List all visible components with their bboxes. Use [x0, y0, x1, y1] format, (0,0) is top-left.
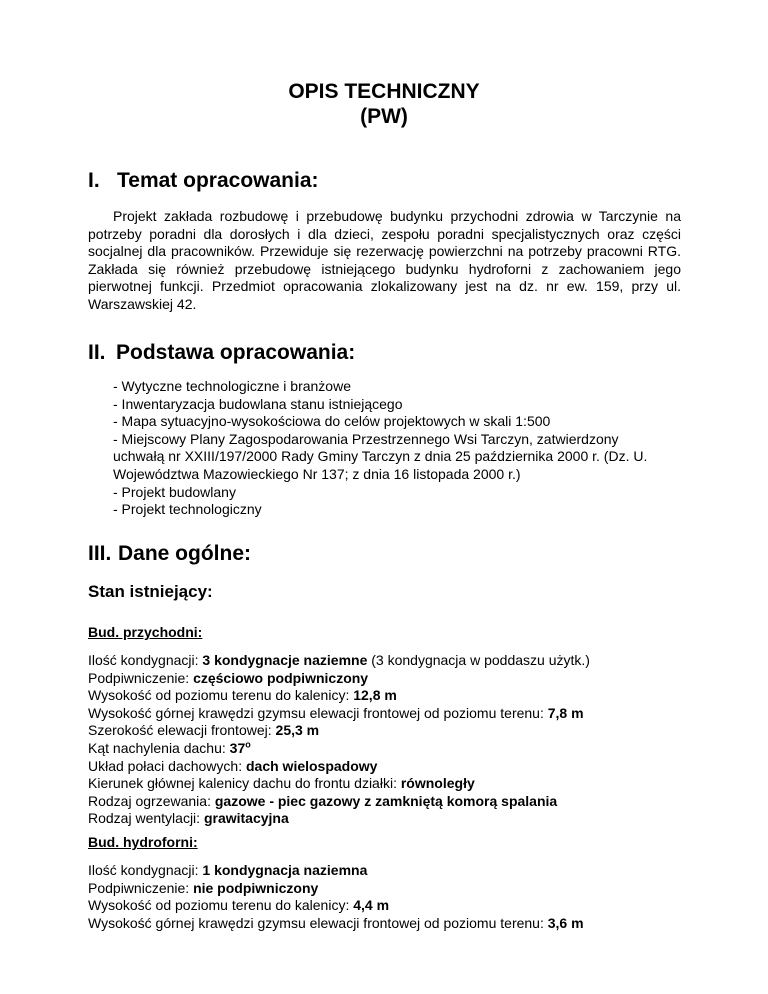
list-item: - Inwentaryzacja budowlana stanu istniejącego — [113, 395, 403, 412]
building-1-heading: Bud. przychodni: — [88, 624, 203, 640]
fact-row: Szerokość elewacji frontowej: 25,3 m — [88, 722, 320, 739]
fact-row: Ilość kondygnacji: 3 kondygnacje naziemne (3 kondygnacja w poddaszu użytk.) — [88, 652, 590, 668]
section-3-number: III. — [88, 542, 112, 565]
fact-row: Podpiwniczenie: częściowo podpiwniczony — [88, 669, 369, 686]
fact-row: Wysokość górnej krawędzi gzymsu elewacji frontowej od poziomu terenu: 7,8 m — [88, 704, 584, 721]
fact-row: Podpiwniczenie: nie podpiwniczony — [88, 879, 319, 896]
fact-row: Rodzaj wentylacji: grawitacyjna — [88, 810, 289, 827]
existing-state-heading: Stan istniejący: — [88, 582, 213, 601]
section-1-heading — [88, 169, 319, 193]
section-3-heading — [88, 542, 251, 566]
section-3-title: Dane ogólne: — [118, 542, 252, 565]
building-2-heading: Bud. hydroforni: — [88, 834, 198, 850]
degree-sign: o — [245, 739, 251, 750]
section-1-title: Temat opracowania: — [117, 169, 319, 192]
fact-row: Wysokość od poziomu terenu do kalenicy: 12,8 m — [88, 687, 397, 704]
title-line-1: OPIS TECHNICZNY — [288, 80, 480, 103]
document-title — [0, 79, 768, 129]
basis-list — [113, 378, 673, 519]
fact-row: Układ połaci dachowych: dach wielospadowy — [88, 757, 378, 774]
section-1-number: I. — [88, 169, 100, 192]
section-1-text: Projekt zakłada rozbudowę i przebudowę budynku przychodni zdrowia w Tarczynie na potrzeby poradni dla dorosłych i dla dzieci, zespołu poradni specjalistycznych oraz części socjalnej dla pracowników. Przewiduje się rezerwację powierzchni na potrzeby pracowni RTG. Zakłada się również przebudowę istniejącego budynku hydroforni z zachowaniem jego pierwotnej funkcji. Przedmiot opracowania zlokalizowany jest na dz. nr ew. 159, przy ul. Warszawskiej 42. — [88, 208, 681, 312]
title-line-2: (PW) — [360, 105, 408, 128]
fact-row: Wysokość od poziomu terenu do kalenicy: 4,4 m — [88, 897, 390, 914]
fact-row: Rodzaj ogrzewania: gazowe - piec gazowy z zamkniętą komorą spalania — [88, 792, 558, 809]
building-1-facts — [88, 652, 708, 828]
list-item: - Wytyczne technologiczne i branżowe — [113, 378, 351, 394]
list-item: - Projekt budowlany — [113, 483, 236, 500]
list-item: - Mapa sytuacyjno-wysokościowa do celów projektowych w skali 1:500 — [113, 413, 551, 430]
fact-row: Ilość kondygnacji: 1 kondygnacja naziemna — [88, 862, 368, 878]
building-2-facts — [88, 862, 708, 932]
list-item: - Miejscowy Plany Zagospodarowania Przestrzennego Wsi Tarczyn, zatwierdzony uchwałą nr XXIII/197/2000 Rady Gminy Tarczyn z dnia 25 października 2000 r. (Dz. U. Województwa Mazowieckiego Nr 137; z dnia 16 listopada 2000 r.) — [113, 430, 648, 482]
section-2-title: Podstawa opracowania: — [116, 341, 356, 364]
fact-row: Kąt nachylenia dachu: 37$^o$ — [88, 739, 251, 756]
fact-row: Kierunek głównej kalenicy dachu do frontu działki: równoległy — [88, 775, 475, 792]
section-2-heading — [88, 341, 355, 365]
list-item: - Projekt technologiczny — [113, 501, 262, 518]
section-2-number: II. — [88, 341, 106, 364]
fact-row: Wysokość górnej krawędzi gzymsu elewacji frontowej od poziomu terenu: 3,6 m — [88, 914, 584, 931]
